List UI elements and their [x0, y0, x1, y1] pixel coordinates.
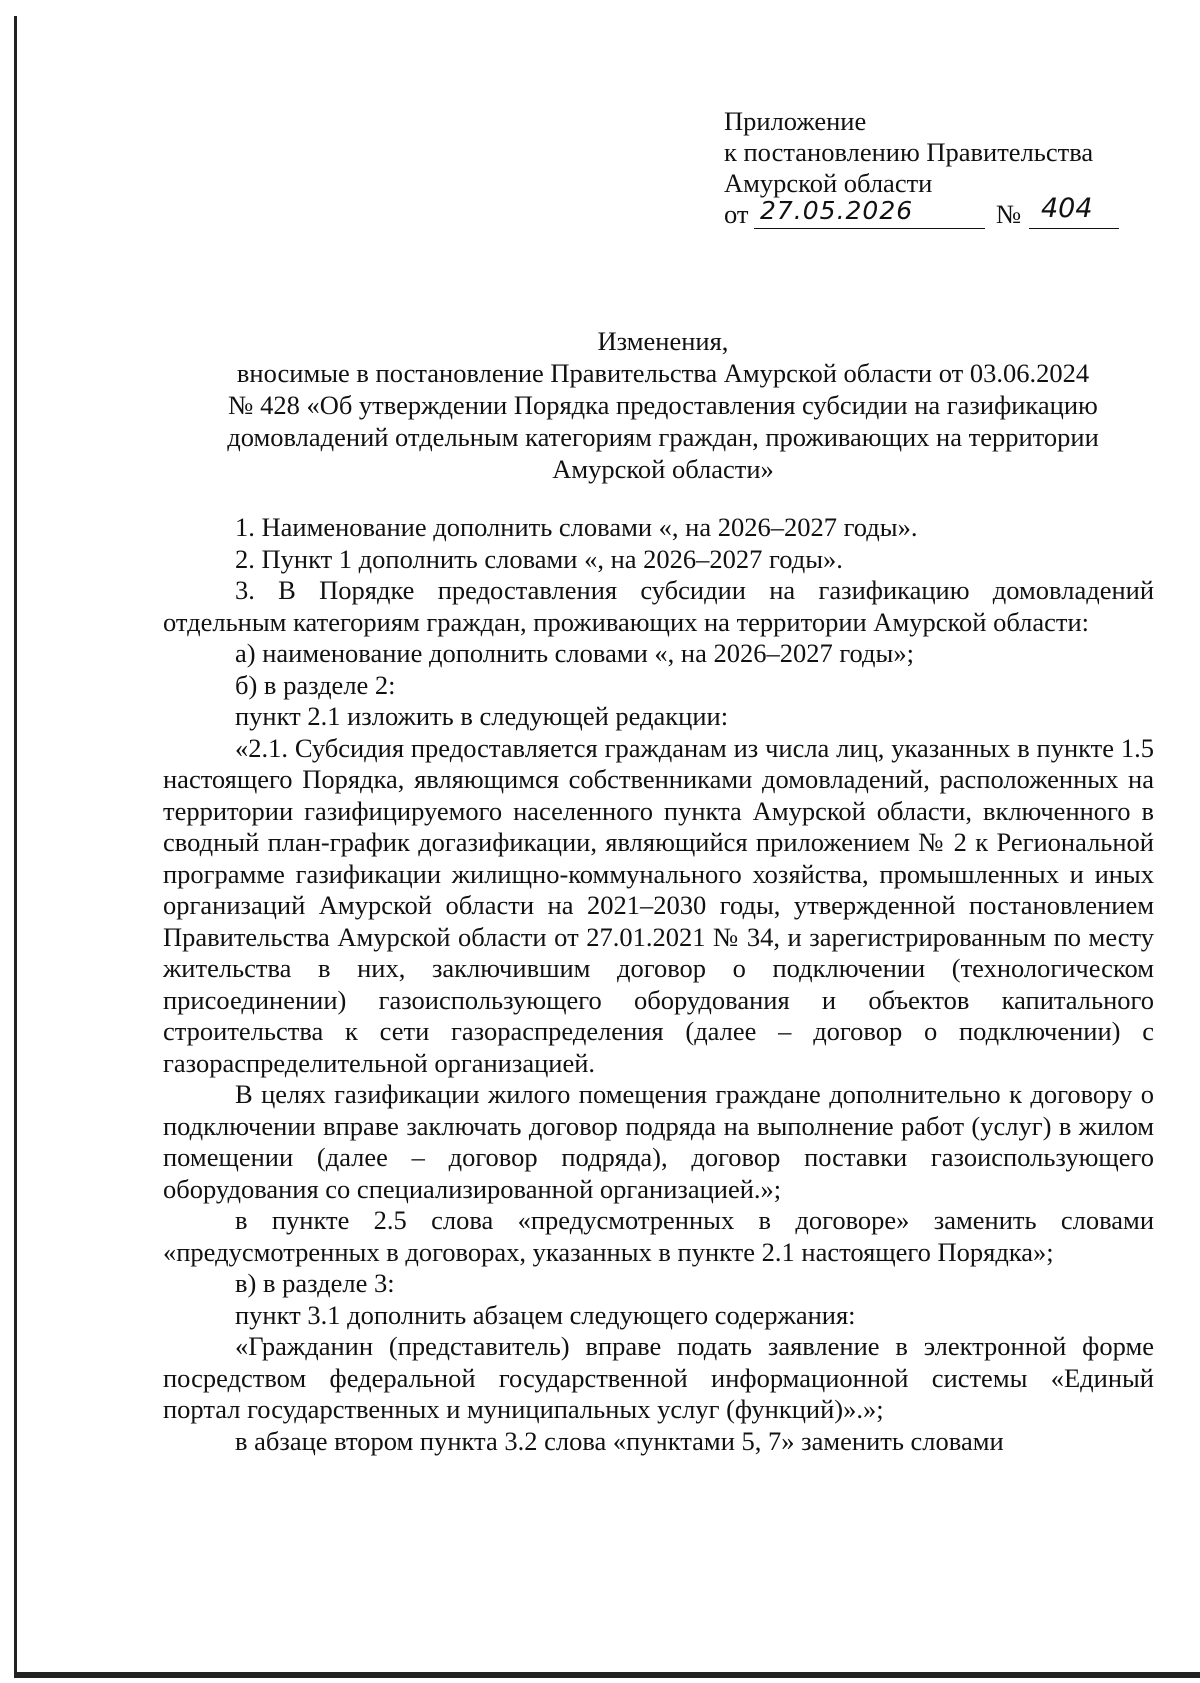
paragraph: 3. В Порядке предоставления субсидии на газификацию домовладений отдельным категориям граждан, проживающих на территории Амурской области:: [163, 575, 1154, 637]
number-label: №: [996, 199, 1022, 229]
appendix-line-3: Амурской области: [724, 168, 933, 198]
paragraph: в абзаце втором пункта 3.2 слова «пунктами 5, 7» заменить словами: [235, 1425, 1004, 1456]
title-line-2: вносимые в постановление Правительства Амурской области от 03.06.2024: [236, 358, 1090, 388]
paragraph: в) в разделе 3:: [235, 1268, 395, 1298]
paragraph: 1. Наименование дополнить словами «, на 2026–2027 годы».: [235, 512, 918, 542]
paragraph: а) наименование дополнить словами «, на 2026–2027 годы»;: [235, 638, 914, 668]
paragraph: В целях газификации жилого помещения граждане дополнительно к договору о подключении вправе заключать договор подряда на выполнение работ (услуг) в жилом помещении (далее – договор подряда), договор поставки газоиспользующего оборудования со специализированной организацией.»;: [163, 1079, 1154, 1204]
handwritten-date: 27.05.2026: [754, 195, 985, 229]
document-title: [168, 325, 1158, 485]
appendix-line-2: к постановлению Правительства: [724, 137, 1094, 167]
appendix-signature-row: [724, 193, 1164, 233]
paragraph: пункт 2.1 изложить в следующей редакции:: [235, 701, 729, 731]
title-line-4: домовладений отдельным категориям граждан, проживающих на территории: [227, 422, 1099, 452]
title-line-3: № 428 «Об утверждении Порядка предоставления субсидии на газификацию: [228, 390, 1098, 420]
handwritten-number: 404: [1029, 193, 1119, 229]
paragraph: 2. Пункт 1 дополнить словами «, на 2026–2027 годы».: [235, 543, 843, 574]
title-line-1: Изменения,: [597, 326, 729, 356]
document-body: [163, 512, 1154, 1457]
scan-edge-bottom: [16, 1672, 1200, 1678]
appendix-block: [724, 106, 1164, 233]
from-label: от: [724, 199, 749, 229]
paragraph: «2.1. Субсидия предоставляется гражданам из числа лиц, указанных в пункте 1.5 настоящего Порядка, являющимся собственниками домовладений, расположенных на территории газифицируемого населенного пункта Амурской области, включенного в сводный план-график догазификации, являющийся приложением № 2 к Региональной программе газификации жилищно-коммунального хозяйства, промышленных и иных организаций Амурской области на 2021–2030 годы, утвержденной постановлением Правительства Амурской области от 27.01.2021 № 34, и зарегистрированным по месту жительства в них, заключившим договор о подключении (технологическом присоединении) газоиспользующего оборудования и объектов капитального строительства к сети газораспределения (далее – договор о подключении) с газораспределительной организацией.: [163, 732, 1154, 1078]
paragraph: в пункте 2.5 слова «предусмотренных в договоре» заменить словами «предусмотренных в договорах, указанных в пункте 2.1 настоящего Порядка»;: [163, 1205, 1154, 1267]
paragraph: пункт 3.1 дополнить абзацем следующего содержания:: [235, 1299, 856, 1330]
paragraph: «Гражданин (представитель) вправе подать заявление в электронной форме посредством федеральной государственной информационной системы «Единый портал государственных и муниципальных услуг (функций)».»;: [163, 1331, 1154, 1424]
title-line-5: Амурской области»: [552, 454, 774, 484]
appendix-line-1: Приложение: [724, 106, 867, 136]
paragraph: б) в разделе 2:: [235, 669, 396, 700]
scan-edge-left: [14, 16, 17, 1678]
